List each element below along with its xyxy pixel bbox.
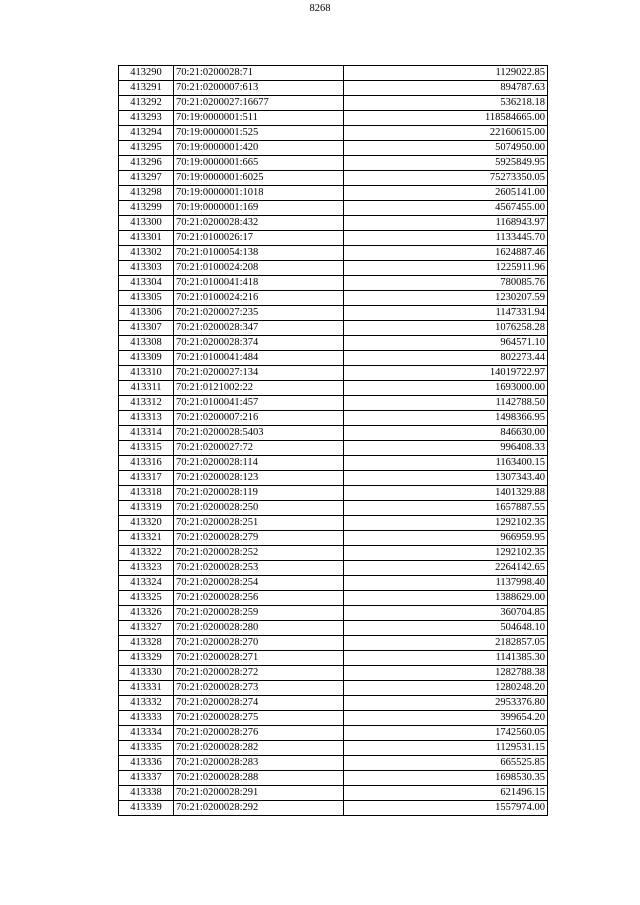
value-cell: 1076258.28 [344, 321, 548, 336]
record-number-cell: 413321 [119, 531, 174, 546]
cadastral-number-cell: 70:21:0121002:22 [174, 381, 344, 396]
table-row [119, 636, 548, 651]
record-number-cell: 413293 [119, 111, 174, 126]
value-cell: 1133445.70 [344, 231, 548, 246]
record-number-cell: 413304 [119, 276, 174, 291]
value-cell: 4567455.00 [344, 201, 548, 216]
record-number-cell: 413332 [119, 696, 174, 711]
record-number-cell: 413295 [119, 141, 174, 156]
cadastral-number-cell: 70:21:0100026:17 [174, 231, 344, 246]
cadastral-number-cell: 70:21:0200028:270 [174, 636, 344, 651]
table-row [119, 711, 548, 726]
table-row [119, 741, 548, 756]
cadastral-number-cell: 70:21:0200028:283 [174, 756, 344, 771]
cadastral-number-cell: 70:19:0000001:525 [174, 126, 344, 141]
record-number-cell: 413305 [119, 291, 174, 306]
table-row [119, 651, 548, 666]
cadastral-number-cell: 70:21:0200028:252 [174, 546, 344, 561]
value-cell: 1557974.00 [344, 801, 548, 816]
table-row [119, 66, 548, 81]
record-number-cell: 413334 [119, 726, 174, 741]
record-number-cell: 413290 [119, 66, 174, 81]
cadastral-number-cell: 70:21:0200027:16677 [174, 96, 344, 111]
record-number-cell: 413298 [119, 186, 174, 201]
cadastral-number-cell: 70:21:0100041:484 [174, 351, 344, 366]
record-number-cell: 413323 [119, 561, 174, 576]
cadastral-number-cell: 70:21:0200028:275 [174, 711, 344, 726]
table-row [119, 531, 548, 546]
cadastral-number-cell: 70:21:0200028:271 [174, 651, 344, 666]
cadastral-number-cell: 70:21:0200007:613 [174, 81, 344, 96]
record-number-cell: 413319 [119, 501, 174, 516]
cadastral-number-cell: 70:21:0200028:280 [174, 621, 344, 636]
record-number-cell: 413294 [119, 126, 174, 141]
table-row [119, 666, 548, 681]
value-cell: 360704.85 [344, 606, 548, 621]
table-row [119, 456, 548, 471]
record-number-cell: 413318 [119, 486, 174, 501]
cadastral-number-cell: 70:21:0200028:274 [174, 696, 344, 711]
value-cell: 1388629.00 [344, 591, 548, 606]
table-row [119, 426, 548, 441]
cadastral-number-cell: 70:19:0000001:1018 [174, 186, 344, 201]
table-row [119, 351, 548, 366]
record-number-cell: 413333 [119, 711, 174, 726]
cadastral-number-cell: 70:21:0200028:254 [174, 576, 344, 591]
table-row [119, 186, 548, 201]
table-row [119, 156, 548, 171]
cadastral-number-cell: 70:21:0200027:235 [174, 306, 344, 321]
value-cell: 1498366.95 [344, 411, 548, 426]
record-number-cell: 413296 [119, 156, 174, 171]
cadastral-number-cell: 70:21:0200028:347 [174, 321, 344, 336]
value-cell: 1742560.05 [344, 726, 548, 741]
cadastral-number-cell: 70:21:0200028:5403 [174, 426, 344, 441]
table-row [119, 591, 548, 606]
value-cell: 536218.18 [344, 96, 548, 111]
record-number-cell: 413291 [119, 81, 174, 96]
table-row [119, 231, 548, 246]
value-cell: 1129022.85 [344, 66, 548, 81]
value-cell: 1657887.55 [344, 501, 548, 516]
record-number-cell: 413338 [119, 786, 174, 801]
value-cell: 2182857.05 [344, 636, 548, 651]
cadastral-number-cell: 70:21:0200028:282 [174, 741, 344, 756]
cadastral-number-cell: 70:21:0200028:71 [174, 66, 344, 81]
cadastral-number-cell: 70:21:0100041:457 [174, 396, 344, 411]
record-number-cell: 413311 [119, 381, 174, 396]
value-cell: 964571.10 [344, 336, 548, 351]
value-cell: 1401329.88 [344, 486, 548, 501]
registry-table-body [119, 66, 548, 816]
cadastral-number-cell: 70:21:0200028:123 [174, 471, 344, 486]
table-row [119, 141, 548, 156]
record-number-cell: 413310 [119, 366, 174, 381]
table-row [119, 681, 548, 696]
table-row [119, 471, 548, 486]
table-row [119, 366, 548, 381]
value-cell: 1147331.94 [344, 306, 548, 321]
value-cell: 5074950.00 [344, 141, 548, 156]
cadastral-number-cell: 70:21:0200028:256 [174, 591, 344, 606]
record-number-cell: 413307 [119, 321, 174, 336]
table-row [119, 321, 548, 336]
value-cell: 5925849.95 [344, 156, 548, 171]
record-number-cell: 413301 [119, 231, 174, 246]
table-row [119, 801, 548, 816]
value-cell: 2264142.65 [344, 561, 548, 576]
cadastral-number-cell: 70:21:0200027:134 [174, 366, 344, 381]
value-cell: 1282788.38 [344, 666, 548, 681]
value-cell: 1624887.46 [344, 246, 548, 261]
table-row [119, 306, 548, 321]
table-row [119, 606, 548, 621]
record-number-cell: 413325 [119, 591, 174, 606]
record-number-cell: 413300 [119, 216, 174, 231]
cadastral-number-cell: 70:21:0200028:272 [174, 666, 344, 681]
value-cell: 846630.00 [344, 426, 548, 441]
cadastral-number-cell: 70:21:0200028:292 [174, 801, 344, 816]
record-number-cell: 413309 [119, 351, 174, 366]
table-row [119, 756, 548, 771]
record-number-cell: 413308 [119, 336, 174, 351]
cadastral-number-cell: 70:21:0200028:251 [174, 516, 344, 531]
table-row [119, 561, 548, 576]
cadastral-number-cell: 70:21:0200028:432 [174, 216, 344, 231]
record-number-cell: 413339 [119, 801, 174, 816]
table-row [119, 276, 548, 291]
value-cell: 1230207.59 [344, 291, 548, 306]
table-row [119, 171, 548, 186]
cadastral-number-cell: 70:21:0200028:273 [174, 681, 344, 696]
value-cell: 504648.10 [344, 621, 548, 636]
table-row [119, 786, 548, 801]
record-number-cell: 413315 [119, 441, 174, 456]
value-cell: 665525.85 [344, 756, 548, 771]
table-row [119, 246, 548, 261]
record-number-cell: 413331 [119, 681, 174, 696]
value-cell: 1168943.97 [344, 216, 548, 231]
value-cell: 2605141.00 [344, 186, 548, 201]
table-row [119, 621, 548, 636]
value-cell: 1137998.40 [344, 576, 548, 591]
table-row [119, 381, 548, 396]
record-number-cell: 413324 [119, 576, 174, 591]
table-row [119, 111, 548, 126]
table-row [119, 291, 548, 306]
cadastral-number-cell: 70:21:0100054:138 [174, 246, 344, 261]
table-row [119, 81, 548, 96]
value-cell: 22160615.00 [344, 126, 548, 141]
cadastral-number-cell: 70:21:0200027:72 [174, 441, 344, 456]
value-cell: 118584665.00 [344, 111, 548, 126]
table-row [119, 261, 548, 276]
table-row [119, 726, 548, 741]
table-row [119, 441, 548, 456]
value-cell: 621496.15 [344, 786, 548, 801]
record-number-cell: 413328 [119, 636, 174, 651]
value-cell: 1163400.15 [344, 456, 548, 471]
record-number-cell: 413330 [119, 666, 174, 681]
value-cell: 1292102.35 [344, 516, 548, 531]
table-row [119, 216, 548, 231]
table-row [119, 411, 548, 426]
value-cell: 966959.95 [344, 531, 548, 546]
cadastral-number-cell: 70:21:0200028:119 [174, 486, 344, 501]
record-number-cell: 413292 [119, 96, 174, 111]
value-cell: 996408.33 [344, 441, 548, 456]
value-cell: 1280248.20 [344, 681, 548, 696]
table-row [119, 546, 548, 561]
value-cell: 1698530.35 [344, 771, 548, 786]
cadastral-number-cell: 70:19:0000001:6025 [174, 171, 344, 186]
record-number-cell: 413303 [119, 261, 174, 276]
value-cell: 14019722.97 [344, 366, 548, 381]
record-number-cell: 413312 [119, 396, 174, 411]
cadastral-number-cell: 70:21:0200028:374 [174, 336, 344, 351]
cadastral-number-cell: 70:19:0000001:169 [174, 201, 344, 216]
table-row [119, 126, 548, 141]
cadastral-number-cell: 70:21:0200028:279 [174, 531, 344, 546]
cadastral-number-cell: 70:19:0000001:420 [174, 141, 344, 156]
value-cell: 1292102.35 [344, 546, 548, 561]
cadastral-number-cell: 70:21:0200028:276 [174, 726, 344, 741]
value-cell: 75273350.05 [344, 171, 548, 186]
record-number-cell: 413302 [119, 246, 174, 261]
table-row [119, 396, 548, 411]
table-row [119, 201, 548, 216]
table-row [119, 516, 548, 531]
table-row [119, 501, 548, 516]
record-number-cell: 413336 [119, 756, 174, 771]
record-number-cell: 413317 [119, 471, 174, 486]
cadastral-number-cell: 70:21:0200028:114 [174, 456, 344, 471]
value-cell: 1141385.30 [344, 651, 548, 666]
cadastral-number-cell: 70:21:0200007:216 [174, 411, 344, 426]
cadastral-number-cell: 70:21:0200028:253 [174, 561, 344, 576]
cadastral-number-cell: 70:21:0200028:288 [174, 771, 344, 786]
value-cell: 780085.76 [344, 276, 548, 291]
value-cell: 894787.63 [344, 81, 548, 96]
page-number: 8268 [309, 3, 331, 14]
value-cell: 399654.20 [344, 711, 548, 726]
record-number-cell: 413322 [119, 546, 174, 561]
record-number-cell: 413316 [119, 456, 174, 471]
cadastral-number-cell: 70:21:0200028:259 [174, 606, 344, 621]
value-cell: 1129531.15 [344, 741, 548, 756]
cadastral-number-cell: 70:19:0000001:665 [174, 156, 344, 171]
record-number-cell: 413326 [119, 606, 174, 621]
record-number-cell: 413306 [119, 306, 174, 321]
cadastral-number-cell: 70:21:0200028:291 [174, 786, 344, 801]
table-row [119, 96, 548, 111]
value-cell: 1693000.00 [344, 381, 548, 396]
value-cell: 802273.44 [344, 351, 548, 366]
cadastral-number-cell: 70:21:0200028:250 [174, 501, 344, 516]
record-number-cell: 413337 [119, 771, 174, 786]
value-cell: 1225911.96 [344, 261, 548, 276]
table-row [119, 486, 548, 501]
record-number-cell: 413297 [119, 171, 174, 186]
record-number-cell: 413329 [119, 651, 174, 666]
table-row [119, 336, 548, 351]
record-number-cell: 413335 [119, 741, 174, 756]
value-cell: 1142788.50 [344, 396, 548, 411]
registry-table [118, 65, 548, 816]
record-number-cell: 413299 [119, 201, 174, 216]
record-number-cell: 413313 [119, 411, 174, 426]
cadastral-number-cell: 70:21:0100024:208 [174, 261, 344, 276]
value-cell: 1307343.40 [344, 471, 548, 486]
record-number-cell: 413314 [119, 426, 174, 441]
cadastral-number-cell: 70:21:0100041:418 [174, 276, 344, 291]
record-number-cell: 413327 [119, 621, 174, 636]
table-row [119, 696, 548, 711]
cadastral-number-cell: 70:19:0000001:511 [174, 111, 344, 126]
table-row [119, 771, 548, 786]
cadastral-number-cell: 70:21:0100024:216 [174, 291, 344, 306]
record-number-cell: 413320 [119, 516, 174, 531]
value-cell: 2953376.80 [344, 696, 548, 711]
table-row [119, 576, 548, 591]
